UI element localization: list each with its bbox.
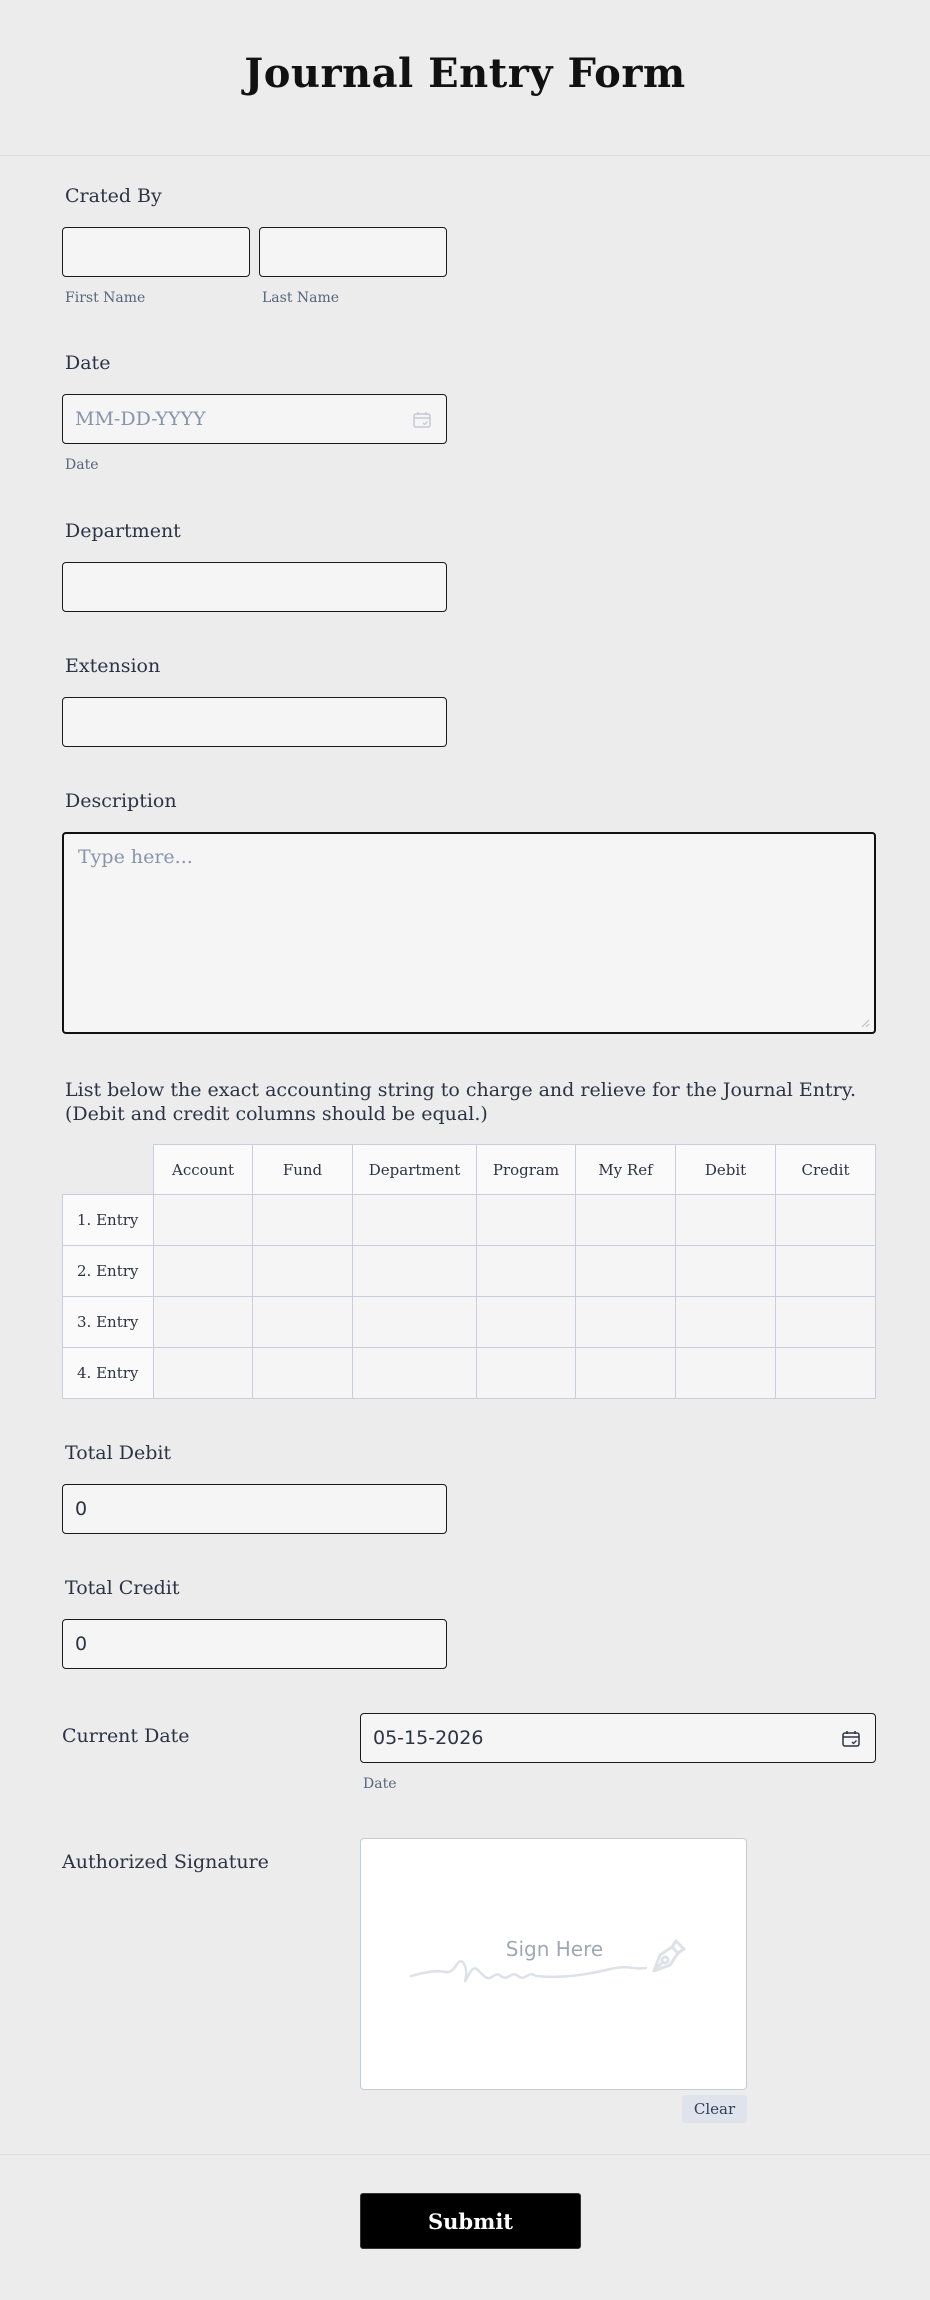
account-cell[interactable]: [154, 1348, 253, 1399]
date-input[interactable]: [62, 394, 447, 444]
last-name-sublabel: Last Name: [262, 290, 340, 306]
row-label: 3. Entry: [63, 1297, 154, 1348]
current-date-input[interactable]: [360, 1713, 876, 1763]
row-label: 2. Entry: [63, 1246, 154, 1297]
program-cell[interactable]: [477, 1348, 576, 1399]
date-sublabel: Date: [65, 457, 99, 473]
table-instructions: List below the exact accounting string to charge and relieve for the Journal Entry. (Debit and credit columns should be equal.): [65, 1079, 856, 1125]
total-credit-input[interactable]: 0: [62, 1619, 447, 1669]
column-header-debit: Debit: [676, 1145, 776, 1195]
total-debit-label: Total Debit: [65, 1442, 172, 1464]
program-cell[interactable]: [477, 1246, 576, 1297]
table-row: [63, 1297, 876, 1348]
program-cell[interactable]: [477, 1195, 576, 1246]
department-cell[interactable]: [353, 1297, 477, 1348]
resize-grip-icon[interactable]: [860, 1018, 870, 1028]
created-by-label: Crated By: [65, 185, 162, 207]
current-date-value: 05-15-2026: [373, 1727, 484, 1749]
debit-cell[interactable]: [676, 1195, 776, 1246]
fund-cell[interactable]: [253, 1297, 353, 1348]
program-cell[interactable]: [477, 1297, 576, 1348]
description-placeholder: Type here...: [78, 846, 193, 868]
department-label: Department: [65, 520, 181, 542]
pen-nib-icon: [646, 1937, 688, 1979]
authorized-signature-label: Authorized Signature: [62, 1851, 269, 1873]
credit-cell[interactable]: [776, 1195, 876, 1246]
my-ref-cell[interactable]: [576, 1348, 676, 1399]
description-label: Description: [65, 790, 177, 812]
debit-cell[interactable]: [676, 1246, 776, 1297]
form-title: Journal Entry Form: [244, 50, 686, 97]
extension-input[interactable]: [62, 697, 447, 747]
date-placeholder: MM-DD-YYYY: [75, 408, 206, 430]
department-cell[interactable]: [353, 1195, 477, 1246]
first-name-input[interactable]: [62, 227, 250, 277]
table-row: [63, 1348, 876, 1399]
extension-label: Extension: [65, 655, 161, 677]
account-cell[interactable]: [154, 1195, 253, 1246]
row-label: 4. Entry: [63, 1348, 154, 1399]
journal-entries-table: [62, 1144, 876, 1399]
sign-here-prompt: Sign Here: [505, 1937, 604, 1961]
debit-cell[interactable]: [676, 1348, 776, 1399]
my-ref-cell[interactable]: [576, 1195, 676, 1246]
my-ref-cell[interactable]: [576, 1246, 676, 1297]
row-label: 1. Entry: [63, 1195, 154, 1246]
first-name-sublabel: First Name: [65, 290, 146, 306]
my-ref-cell[interactable]: [576, 1297, 676, 1348]
table-row: [63, 1195, 876, 1246]
account-cell[interactable]: [154, 1297, 253, 1348]
current-date-label: Current Date: [62, 1725, 190, 1747]
debit-cell[interactable]: [676, 1297, 776, 1348]
fund-cell[interactable]: [253, 1195, 353, 1246]
clear-signature-button[interactable]: Clear: [682, 2095, 747, 2123]
account-cell[interactable]: [154, 1246, 253, 1297]
fund-cell[interactable]: [253, 1348, 353, 1399]
credit-cell[interactable]: [776, 1246, 876, 1297]
column-header-department: Department: [353, 1145, 477, 1195]
calendar-icon[interactable]: [412, 410, 432, 430]
department-cell[interactable]: [353, 1348, 477, 1399]
date-label: Date: [65, 352, 111, 374]
footer-divider: [0, 2154, 930, 2155]
column-header-my-ref: My Ref: [576, 1145, 676, 1195]
column-header-program: Program: [477, 1145, 576, 1195]
column-header-fund: Fund: [253, 1145, 353, 1195]
department-input[interactable]: [62, 562, 447, 612]
submit-button[interactable]: Submit: [360, 2193, 581, 2249]
description-textarea[interactable]: [62, 832, 876, 1034]
table-row: [63, 1246, 876, 1297]
current-date-sublabel: Date: [363, 1776, 397, 1792]
total-credit-label: Total Credit: [65, 1577, 180, 1599]
total-debit-input[interactable]: 0: [62, 1484, 447, 1534]
signature-pad[interactable]: [360, 1838, 747, 2090]
calendar-icon[interactable]: [841, 1729, 861, 1749]
table-corner: [63, 1145, 154, 1195]
column-header-account: Account: [154, 1145, 253, 1195]
form-header: [0, 0, 930, 156]
department-cell[interactable]: [353, 1246, 477, 1297]
credit-cell[interactable]: [776, 1297, 876, 1348]
fund-cell[interactable]: [253, 1246, 353, 1297]
last-name-input[interactable]: [259, 227, 447, 277]
column-header-credit: Credit: [776, 1145, 876, 1195]
credit-cell[interactable]: [776, 1348, 876, 1399]
